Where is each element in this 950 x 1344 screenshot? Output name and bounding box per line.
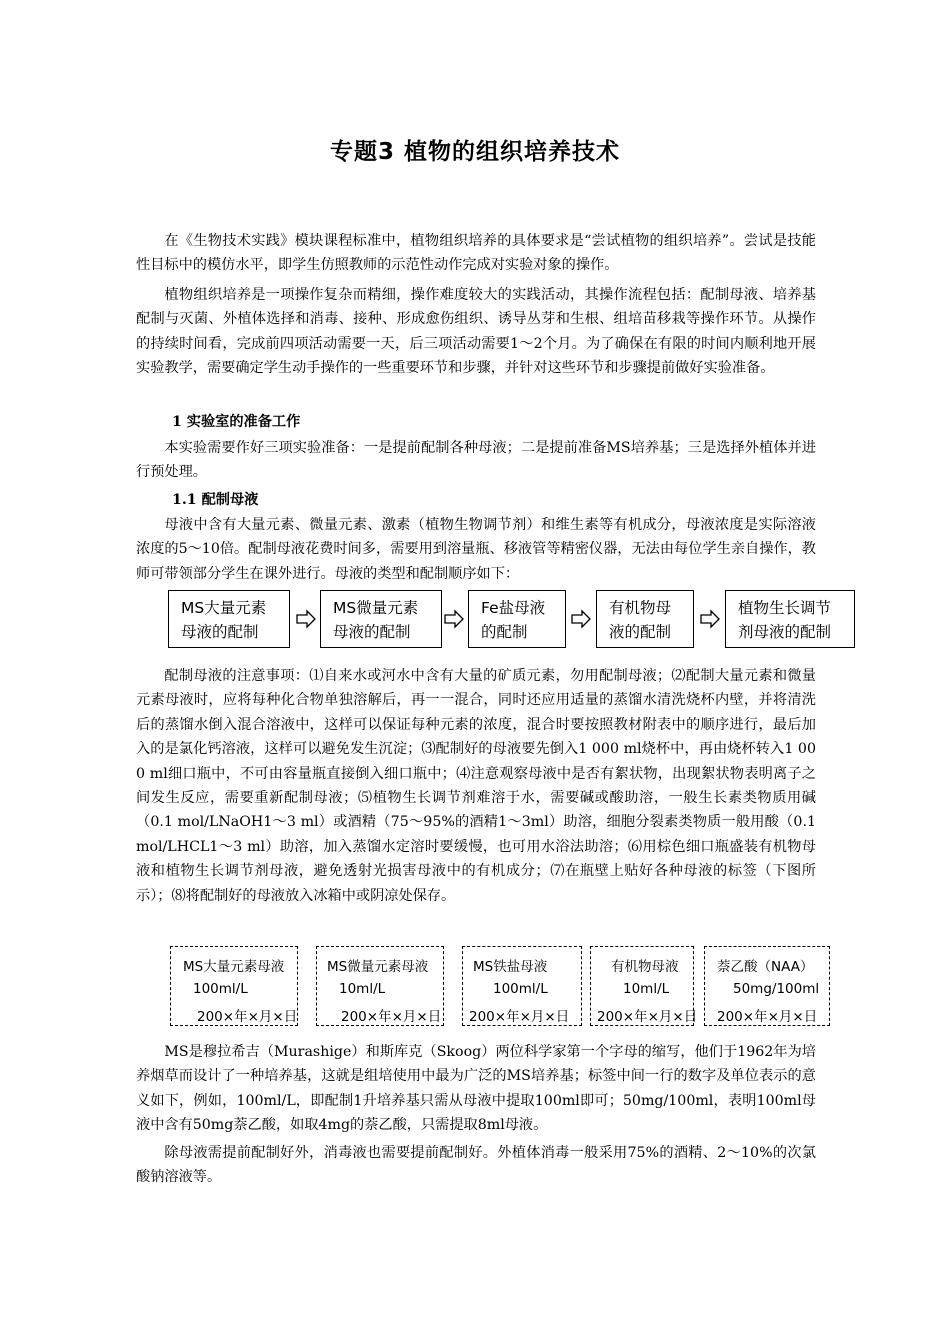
flow-step-line2: 母液的配制 (181, 623, 259, 641)
paragraph-intro: 在《生物技术实践》模块课程标准中，植物组织培养的具体要求是“尝试植物的组织培养”。尝试是技能性目标中的模仿水平，即学生仿照教师的示范性动作完成对实验对象的操作。 (136, 233, 816, 274)
label-date: 200×年×月×日 (597, 1009, 698, 1025)
flow-step (320, 590, 442, 648)
flow-step-line1: MS大量元素 (181, 599, 267, 617)
flow-step-line2: 液的配制 (609, 623, 672, 641)
label-concentration: 50mg/100ml (733, 981, 820, 997)
flow-step (168, 590, 290, 648)
label-name: 有机物母液 (611, 959, 679, 975)
label-card (316, 946, 444, 1026)
arrow-right-icon (296, 609, 316, 629)
flow-step (468, 590, 566, 648)
label-concentration: 100ml/L (193, 981, 248, 997)
section-heading-1: 1 实验室的准备工作 (172, 414, 301, 430)
label-name: MS大量元素母液 (183, 959, 285, 975)
label-date: 200×年×月×日 (717, 1009, 818, 1025)
section-heading-1-1: 1.1 配制母液 (172, 492, 259, 508)
label-name: 萘乙酸（NAA） (717, 959, 814, 975)
label-name: MS微量元素母液 (327, 959, 429, 975)
arrow-right-icon (444, 609, 464, 629)
label-date: 200×年×月×日 (341, 1009, 442, 1025)
paragraph-ms-explanation: MS是穆拉希吉（Murashige）和斯库克（Skoog）两位科学家第一个字母的缩写，他们于1962年为培养烟草而设计了一种培养基，这就是组培使用中最为广泛的MS培养基；标签中间一行的数字及单位表示的意义如下，例如，100ml/L，即配制1升培养基只需从母液中提取100ml即可；50mg/100ml，表明100ml母液中含有50mg萘乙酸，如取4mg的萘乙酸，只需提取8ml母液。 (136, 1044, 816, 1134)
label-date: 200×年×月×日 (469, 1009, 570, 1025)
flow-step-line1: MS微量元素 (333, 599, 419, 617)
label-card (462, 946, 582, 1026)
label-concentration: 10ml/L (339, 981, 386, 997)
label-concentration: 100ml/L (493, 981, 548, 997)
paragraph-overview: 植物组织培养是一项操作复杂而精细，操作难度较大的实践活动，其操作流程包括：配制母液、培养基配制与灭菌、外植体选择和消毒、接种、形成愈伤组织、诱导丛芽和生根、组培苗移栽等操作环节。从操作的持续时间看，完成前四项活动需要一天，后三项活动需要1～2个月。为了确保在有限的时间内顺利地开展实验教学，需要确定学生动手操作的一些重要环节和步骤，并针对这些环节和步骤提前做好实验准备。 (136, 287, 816, 377)
label-card (170, 946, 298, 1026)
paragraph-notes: 配制母液的注意事项：⑴自来水或河水中含有大量的矿质元素，勿用配制母液；⑵配制大量元素和微量元素母液时，应将每种化合物单独溶解后，再一一混合，同时还应用适量的蒸馏水清洗烧杯内壁，并将清洗后的蒸馏水倒入混合溶液中，这样可以保证每种元素的浓度，混合时要按照教材附表中的顺序进行，最后加入的是氯化钙溶液，这样可以避免发生沉淀；⑶配制好的母液要先倒入1 000 ml烧杯中，再由烧杯转入1 000 ml细口瓶中，不可由容量瓶直接倒入细口瓶中；⑷注意观察母液中是否有絮状物，出现絮状物表明离子之间发生反应，需要重新配制母液；⑸植物生长调节剂难溶于水，需要碱或酸助溶，一般生长素类物质用碱（0.1 mol/LNaOH1～3 ml）或酒精（75～95%的酒精1～3ml）助溶，细胞分裂素类物质一般用酸（0.1 mol/LHCL1～3 ml）助溶，加入蒸馏水定溶时要缓慢，也可用水浴法助溶；⑹用棕色细口瓶盛装有机物母液和植物生长调节剂母液，避免透射光损害母液中的有机成分；⑺在瓶壁上贴好各种母液的标签（下图所示）；⑻将配制好的母液放入冰箱中或阴凉处保存。 (136, 668, 816, 904)
arrow-right-icon (571, 609, 591, 629)
paragraph-stock-solution: 母液中含有大量元素、微量元素、激素（植物生物调节剂）和维生素等有机成分，母液浓度是实际溶液浓度的5～10倍。配制母液花费时间多，需要用到溶量瓶、移液管等精密仪器，无法由每位学生亲自操作，教师可带领部分学生在课外进行。母液的类型和配制顺序如下： (136, 517, 816, 582)
flow-step-line1: 有机物母 (609, 599, 672, 617)
label-card (590, 946, 698, 1026)
flow-step-line1: 植物生长调节 (738, 599, 832, 617)
arrow-right-icon (700, 609, 720, 629)
label-card (704, 946, 830, 1026)
label-concentration: 10ml/L (623, 981, 670, 997)
flow-step-line2: 剂母液的配制 (738, 623, 832, 641)
label-name: MS铁盐母液 (473, 959, 548, 975)
flowchart (168, 590, 858, 650)
flow-step-line2: 母液的配制 (333, 623, 411, 641)
flow-step-line1: Fe盐母液 (481, 599, 546, 617)
paragraph-disinfectant: 除母液需提前配制好外，消毒液也需要提前配制好。外植体消毒一般采用75%的酒精、2～10%的次氯酸钠溶液等。 (136, 1145, 816, 1186)
label-date: 200×年×月×日 (197, 1009, 298, 1025)
flow-step-line2: 的配制 (481, 623, 528, 641)
flow-step (725, 590, 855, 648)
page-title: 专题3 植物的组织培养技术 (329, 139, 620, 165)
paragraph-prep: 本实验需要作好三项实验准备：一是提前配制各种母液；二是提前准备MS培养基；三是选择外植体并进行预处理。 (136, 440, 816, 481)
flow-step (596, 590, 694, 648)
label-samples (170, 946, 832, 1028)
